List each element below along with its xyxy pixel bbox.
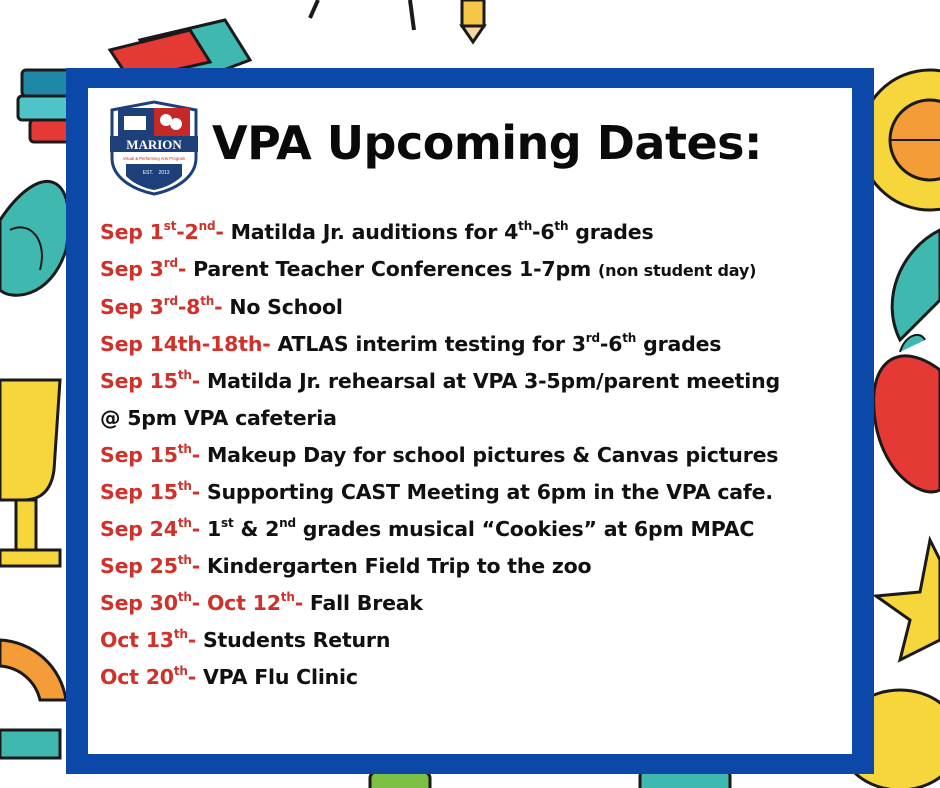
event-description: Fall Break <box>303 591 423 615</box>
event-item <box>100 511 848 548</box>
event-item <box>100 474 848 511</box>
leaf-icon <box>0 181 69 295</box>
event-description: No School <box>222 295 343 319</box>
star-icon <box>876 540 940 660</box>
event-description: VPA Flu Clinic <box>196 665 358 689</box>
logo-est-year: 2013 <box>158 170 170 176</box>
event-item <box>100 548 848 585</box>
pencil-icon <box>310 0 484 42</box>
protractor-icon <box>0 640 66 758</box>
event-description: Kindergarten Field Trip to the zoo <box>200 554 592 578</box>
event-date: Sep 30th- Oct 12th- <box>100 590 303 615</box>
event-description: Matilda Jr. rehearsal at VPA 3-5pm/parent meeting <box>200 369 780 393</box>
event-date: Sep 15th- <box>100 479 201 504</box>
event-date: Sep 3rd-8th- <box>100 294 223 319</box>
event-list <box>100 214 848 696</box>
event-item <box>100 437 848 474</box>
event-item <box>100 251 848 289</box>
event-item-continuation <box>100 400 848 437</box>
event-item <box>100 659 848 696</box>
event-date: Sep 25th- <box>100 553 201 578</box>
event-date: Sep 3rd- <box>100 256 187 281</box>
event-item <box>100 214 848 251</box>
event-item <box>100 363 848 400</box>
page-title: VPA Upcoming Dates: <box>212 116 762 170</box>
logo-est-label: EST. <box>142 170 154 176</box>
trophy-icon <box>0 380 60 566</box>
event-date: Sep 24th- <box>100 516 201 541</box>
apple-icon <box>874 335 940 492</box>
event-item <box>100 622 848 659</box>
event-date: Sep 1st-2nd- <box>100 219 224 244</box>
event-date: Sep 15th- <box>100 442 201 467</box>
event-description: @ 5pm VPA cafeteria <box>100 406 337 430</box>
announcement-card <box>88 88 852 754</box>
event-description: Makeup Day for school pictures & Canvas pictures <box>200 443 779 467</box>
event-item <box>100 585 848 622</box>
event-description: Parent Teacher Conferences 1-7pm (non student day) <box>186 257 757 281</box>
event-date: Sep 15th- <box>100 368 201 393</box>
event-description: 1st & 2nd grades musical “Cookies” at 6pm MPAC <box>200 516 755 541</box>
event-description: ATLAS interim testing for 3rd-6th grades <box>270 331 722 356</box>
event-date: Sep 14th-18th- <box>100 332 271 356</box>
logo-school-name: MARION <box>126 137 182 152</box>
marion-vpa-logo <box>108 100 200 196</box>
logo-program-name: Visual & Performing Arts Program <box>122 156 186 161</box>
event-date: Oct 20th- <box>100 664 197 689</box>
event-description: Supporting CAST Meeting at 6pm in the VPA cafe. <box>200 480 773 504</box>
leaf-icon <box>892 230 940 340</box>
event-item <box>100 326 848 363</box>
event-description: Matilda Jr. auditions for 4th-6th grades <box>223 219 654 244</box>
event-item <box>100 289 848 326</box>
event-description: Students Return <box>196 628 391 652</box>
event-date: Oct 13th- <box>100 627 197 652</box>
